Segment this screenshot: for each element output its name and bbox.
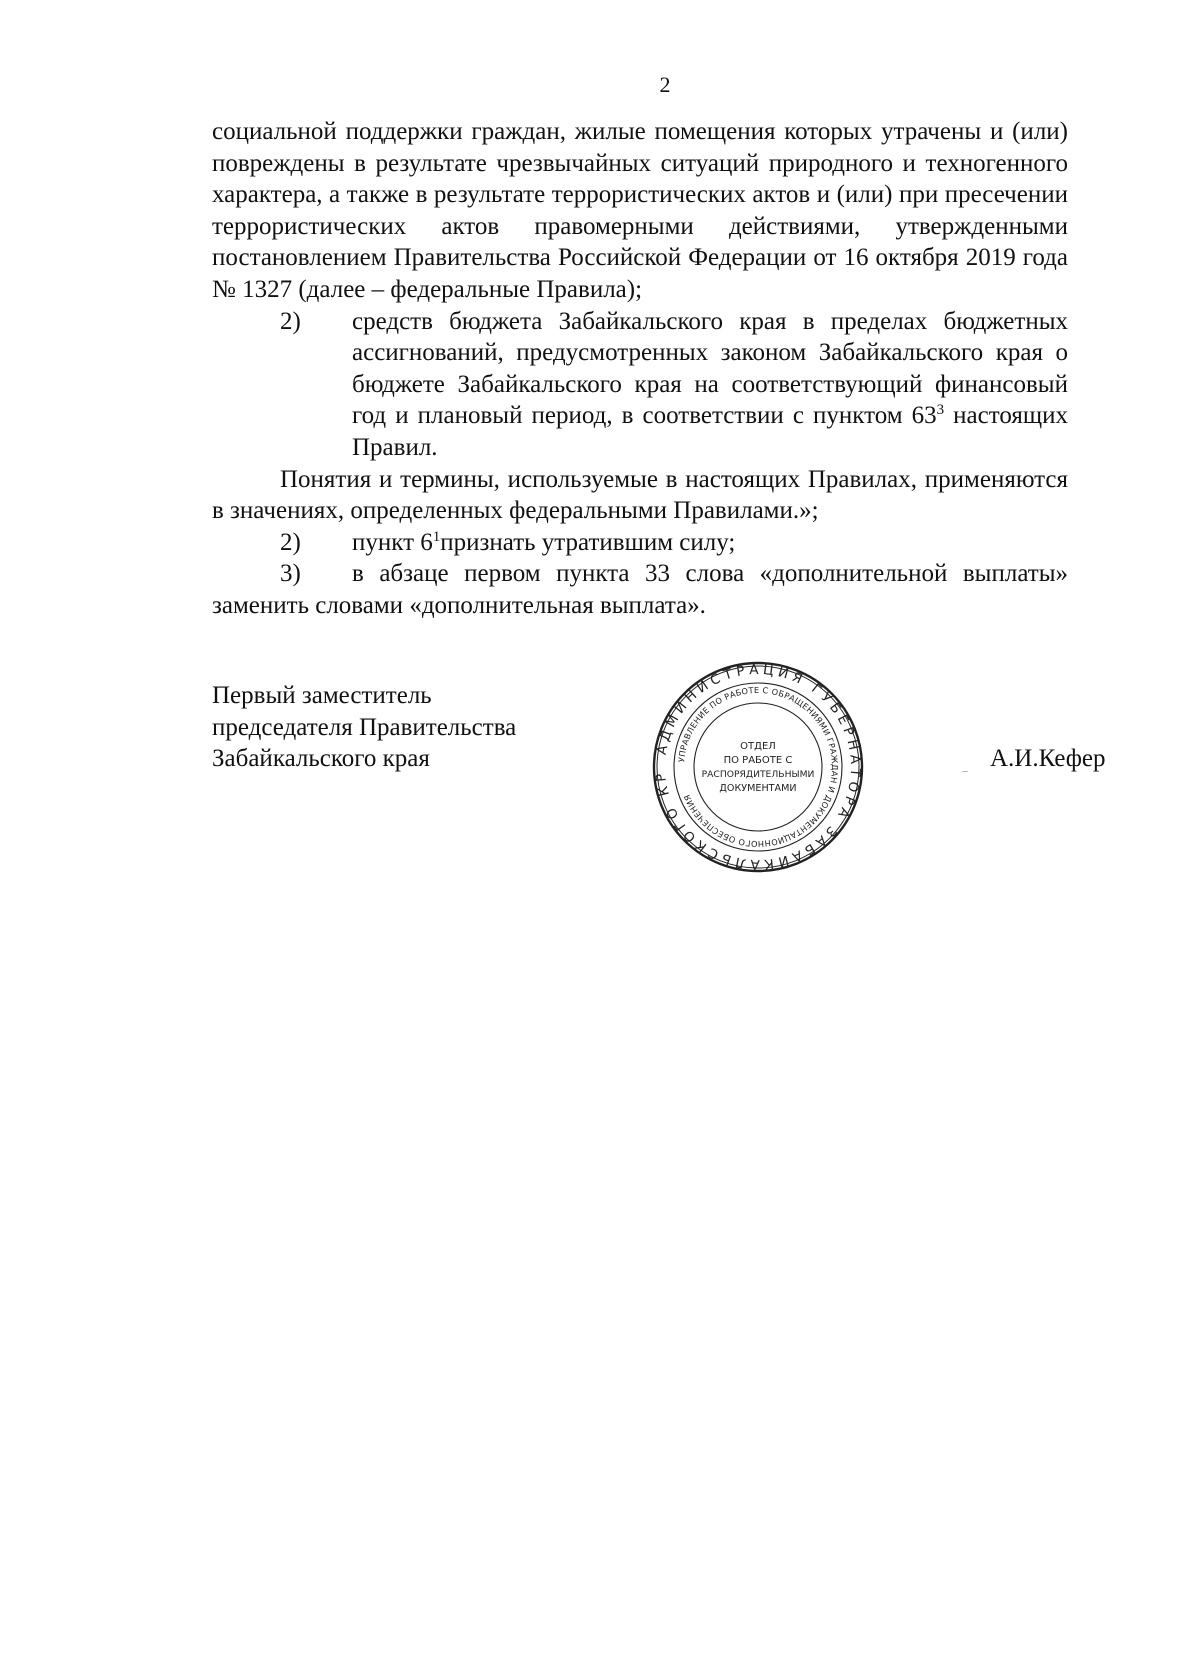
seal-outer-text: АДМИНИСТРАЦИЯ ГУБЕРНАТОРА ЗАБАЙКАЛЬСКОГО КР: [652, 661, 864, 873]
seal-inner-border: [694, 703, 822, 831]
list-item-number: 2): [280, 307, 301, 335]
list-item-replace-words: [212, 558, 1068, 621]
seal-center-line-4: ДОКУМЕНТАМИ: [719, 783, 797, 794]
seal-svg: [648, 657, 868, 877]
signer-title-line-1: Первый заместитель: [212, 682, 432, 709]
seal-center-line-1: ОТДЕЛ: [740, 741, 776, 752]
list-item-text-end: настоящих Правил.: [352, 402, 1068, 461]
signer-name: А.И.Кефер: [990, 745, 1106, 772]
superscript-mark: 1: [432, 528, 441, 545]
seal-inner-text: УПРАВЛЕНИЕ ПО РАБОТЕ С ОБРАЩЕНИЯМИ ГРАЖДАН И ДОКУМЕНТАЦИОННОГО ОБЕСПЕЧЕНИЯ: [676, 684, 841, 850]
list-item-budget-funds: [212, 306, 1068, 464]
list-item-text-end: признать утратившим силу;: [440, 528, 736, 556]
signer-title-line-3: Забайкальского края: [212, 745, 430, 773]
signature-block: [212, 680, 516, 775]
seal-center-line-3: РАСПОРЯДИТЕЛЬНЫМИ: [701, 769, 815, 780]
list-item-number: 2): [280, 528, 301, 556]
list-item-text-main: средств бюджета Забайкальского края в пределах бюджетных ассигнований, предусмотренных законом Забайкальского края о бюджете Забайкальского края на соответствующий финансовый год и плановый период, в соответствии с пунктом 63: [352, 307, 1068, 430]
seal-middle-border: [674, 683, 842, 851]
list-item-invalidate-clause: [212, 527, 1068, 559]
list-item-text: [352, 306, 1068, 464]
list-item-text-main: в абзаце первом пункта 33 слова «дополнительной выплаты» заменить словами «дополнительная выплата».: [212, 560, 1068, 619]
official-seal-stamp: [648, 657, 868, 877]
list-item-text-main: пункт 6: [352, 528, 433, 556]
superscript-mark: 3: [936, 402, 945, 419]
list-item-text: [212, 558, 1068, 621]
document-body: [212, 116, 1068, 622]
paragraph-continuation: социальной поддержки граждан, жилые помещения которых утрачены и (или) повреждены в результате чрезвычайных ситуаций природного и техногенного характера, а также в результате террористических актов и (или) при пресечении террористических актов правомерными действиями, утвержденными постановлением Правительства Российской Федерации от 16 октября 2019 года № 1327 (далее – федеральные Правила);: [212, 118, 1068, 303]
seal-center-line-2: ПО РАБОТЕ С: [723, 755, 793, 766]
scan-speck: [962, 771, 968, 772]
list-item-text: [352, 527, 1068, 559]
paragraph-terms: Понятия и термины, используемые в настоящих Правилах, применяются в значениях, определенных федеральными Правилами.»;: [212, 465, 1068, 525]
signer-title-line-2: председателя Правительства: [212, 713, 517, 741]
page-number: 2: [659, 72, 671, 97]
list-item-number: 3): [280, 560, 301, 588]
